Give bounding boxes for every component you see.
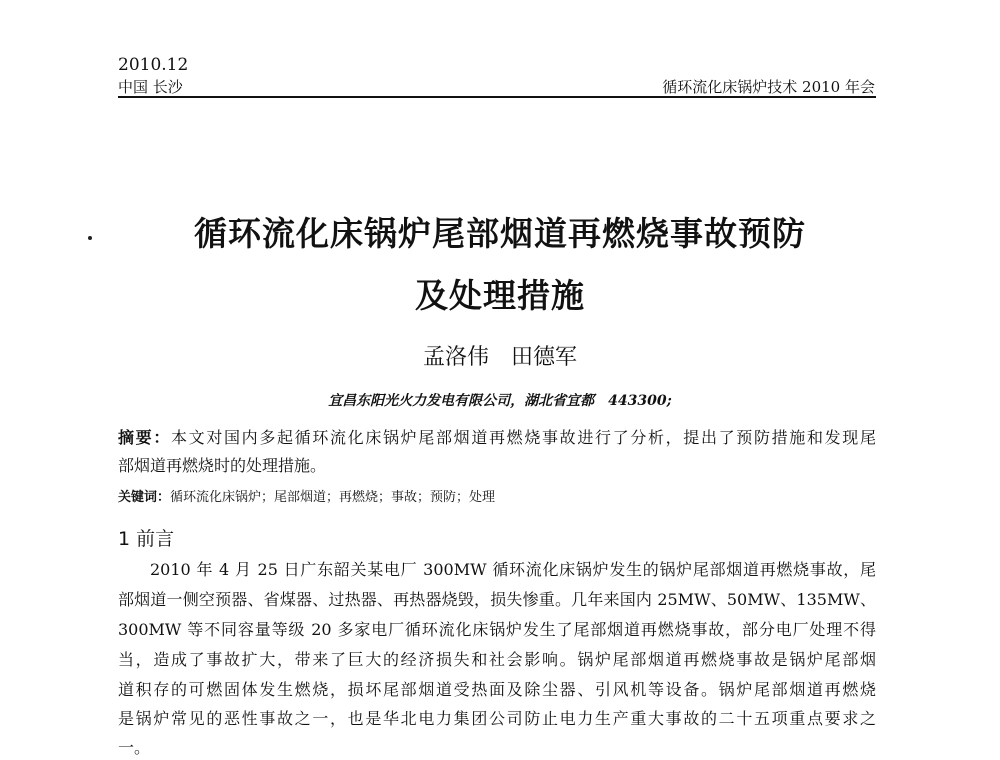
body-line: 是锅炉常见的恶性事故之一，也是华北电力集团公司防止电力生产重大事故的二十五项重点要求之 <box>118 709 876 728</box>
authors: 孟洛伟 田德军 <box>422 345 577 370</box>
keywords-label: 关键词： <box>118 490 171 505</box>
abstract-text: 本文对国内多起循环流化床锅炉尾部烟道再燃烧事故进行了分析，提出了预防措施和发现尾 <box>171 428 876 447</box>
body-line: 一。 <box>118 738 151 757</box>
title-line-1: 循环流化床锅炉尾部烟道再燃烧事故预防 <box>194 214 806 253</box>
keywords-text: 循环流化床锅炉；尾部烟道；再燃烧；事故；预防；处理 <box>170 490 496 505</box>
section-heading: 1 前言 <box>118 528 175 550</box>
keywords <box>118 488 876 508</box>
header-date: 2010.12 <box>118 55 189 75</box>
title-line-2: 及处理措施 <box>415 276 585 315</box>
header-location: 中国 长沙 <box>118 78 183 96</box>
header-rule <box>118 96 876 98</box>
body-line: 当，造成了事故扩大，带来了巨大的经济损失和社会影响。锅炉尾部烟道再燃烧事故是锅炉尾部烟 <box>118 650 876 669</box>
body-line: 2010 年 4 月 25 日广东韶关某电厂 300MW 循环流化床锅炉发生的锅炉尾部烟道再燃烧事故，尾 <box>150 560 876 579</box>
body-line: 部烟道一侧空预器、省煤器、过热器、再热器烧毁，损失惨重。几年来国内 25MW、50MW、135MW、 <box>118 590 876 609</box>
abstract-line-2: 部烟道再燃烧时的处理措施。 <box>118 456 327 475</box>
body-line: 300MW 等不同容量等级 20 多家电厂循环流化床锅炉发生了尾部烟道再燃烧事故，部分电厂处理不得 <box>118 620 876 639</box>
header-conference: 循环流化床锅炉技术 2010 年会 <box>662 78 875 96</box>
body-line: 道积存的可燃固体发生燃烧，损坏尾部烟道受热面及除尘器、引风机等设备。锅炉尾部烟道再燃烧 <box>118 680 876 699</box>
affiliation: 宜昌东阳光火力发电有限公司，湖北省宜都 443300; <box>328 393 672 409</box>
abstract-label: 摘要： <box>118 428 171 447</box>
abstract-line-1 <box>118 428 876 448</box>
